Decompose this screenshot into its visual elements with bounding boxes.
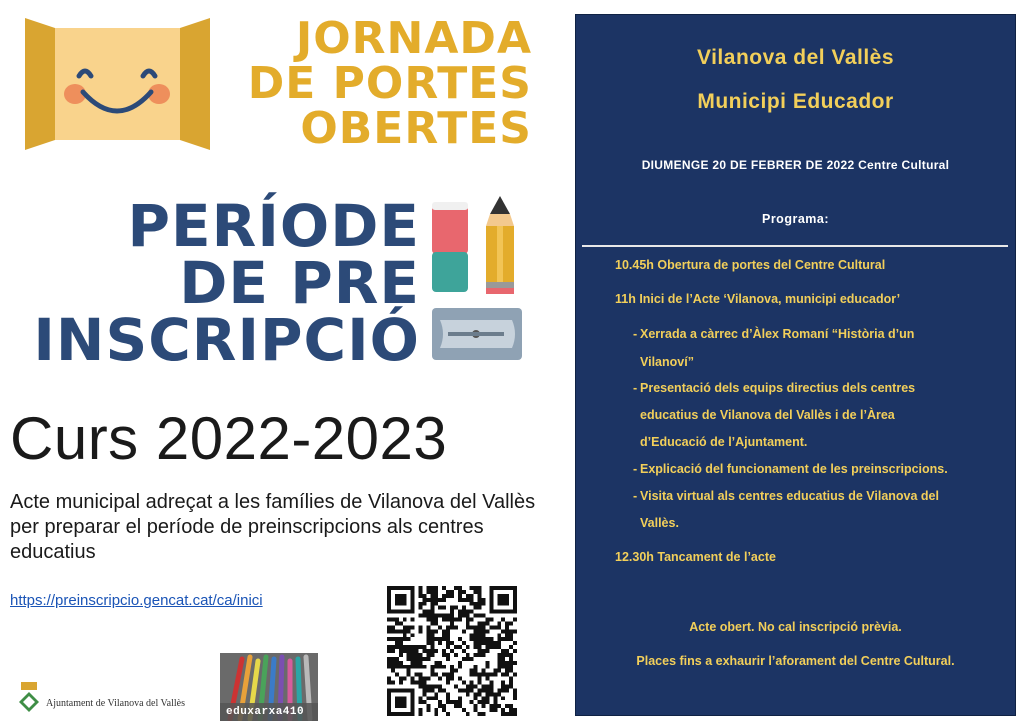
panel-divider (582, 245, 1008, 247)
program-item-start: 11h Inici de l’Acte ‘Vilanova, municipi educador’ (615, 292, 901, 306)
program-item-opening: 10.45h Obertura de portes del Centre Cultural (615, 258, 886, 272)
pencil-icon (486, 196, 514, 294)
jornada-line-2: DE PORTES (247, 58, 532, 109)
capacity-note: Places fins a exhaurir l’aforament del Centre Cultural. (636, 654, 955, 668)
program-subitem-talk-cont: Vilanoví” (640, 355, 694, 369)
periode-title (18, 192, 420, 374)
stationery-illustration (428, 196, 528, 371)
open-event-note: Acte obert. No cal inscripció prèvia. (689, 620, 902, 634)
program-subitem-explanation: Explicació del funcionament de les preinscripcions. (640, 462, 948, 476)
periode-line-1: PERÍODE (127, 192, 420, 260)
ajuntament-label: Ajuntament de Vilanova del Vallès (46, 698, 185, 709)
smiling-door-icon (25, 18, 210, 150)
jornada-line-1: JORNADA (295, 13, 532, 64)
sharpener-icon (432, 308, 522, 360)
intro-text: Acte municipal adreçat a les famílies de Vilanova del Vallès per preparar el període de preinscripcions als centres educatius (10, 491, 536, 563)
periode-line-2: DE PRE (179, 249, 420, 317)
municipal-crest-icon (18, 680, 40, 720)
bullet-dash: - (633, 381, 638, 395)
program-subitem-virtual-visit-cont: Vallès. (640, 516, 679, 530)
program-subitem-presentation: Presentació dels equips directius dels centres (640, 381, 916, 395)
bullet-dash: - (633, 327, 638, 341)
qr-code[interactable] (386, 586, 518, 716)
jornada-title (232, 13, 532, 154)
eduxarxa-label: eduxarxa410 (226, 706, 305, 718)
bullet-dash: - (633, 489, 638, 503)
event-date: DIUMENGE 20 DE FEBRER DE 2022 Centre Cultural (641, 158, 950, 172)
preinscription-link[interactable]: https://preinscripcio.gencat.cat/ca/inici (10, 592, 263, 609)
program-subitem-presentation-cont: educatius de Vilanova del Vallès i de l’Àrea (640, 408, 895, 422)
bullet-dash: - (633, 462, 638, 476)
program-item-closing: 12.30h Tancament de l’acte (615, 550, 776, 564)
program-subitem-talk: Xerrada a càrrec d’Àlex Romaní “Història d’un (640, 327, 915, 341)
panel-title-line-1: Vilanova del Vallès (696, 46, 895, 69)
periode-line-3: INSCRIPCIÓ (33, 306, 420, 374)
programa-heading: Programa: (761, 212, 830, 226)
program-subitem-virtual-visit: Visita virtual als centres educatius de Vilanova del (640, 489, 939, 503)
jornada-line-3: OBERTES (300, 103, 532, 154)
program-subitem-presentation-cont: d’Educació de l’Ajuntament. (640, 435, 808, 449)
school-year-heading: Curs 2022-2023 (10, 405, 448, 472)
eraser-icon (432, 202, 468, 292)
panel-title-line-2: Municipi Educador (697, 90, 894, 113)
